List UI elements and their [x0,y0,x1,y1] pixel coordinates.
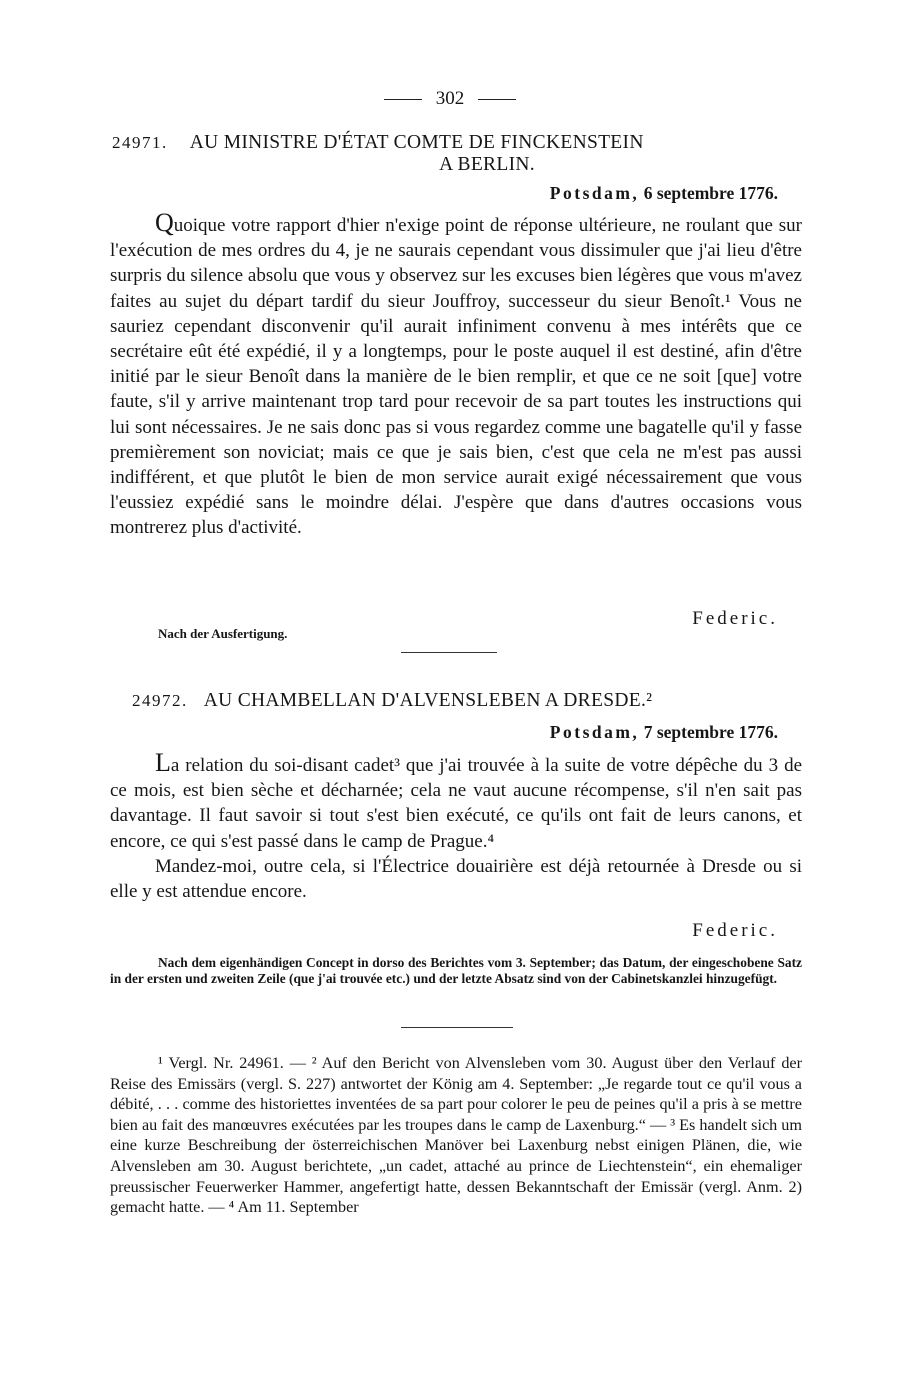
letter2-place: Potsdam, [549,722,640,742]
letter2-signature: Federic. [692,920,778,941]
page-number-dash-right [478,99,516,100]
letter1-heading [112,132,802,176]
letter2-number: 24972. [132,691,188,710]
separator-1 [401,652,497,653]
letter1-body-text: uoique votre rapport d'hier n'exige point de réponse ultérieure, ne roulant que sur l'exécution de mes ordres du 4, je ne saurais cependant vous dissimuler que j'ai lieu d'être surpris du silence absolu que vous y observez sur les excuses bien légères que vous m'avez faites au sujet du départ tardif du sieur Jouffroy, successeur du sieur Benoît.¹ Vous ne sauriez cependant disconvenir qu'il aurait infiniment convenu à mes intérêts que ce secrétaire eût été expédié, il y a longtemps, pour le poste auquel il est destiné, afin d'être initié par le sieur Benoît dans la manière de le bien remplir, et que ce ne soit [que] votre faute, s'il y arrive maintenant trop tard pour recevoir de sa part toutes les instructions qui lui sont nécessaires. Je ne sais donc pas si vous regardez comme une bagatelle qu'il y fasse premièrement son noviciat; mais ce que je sais bien, c'est que cela ne m'est pas aussi indifférent, et que plutôt le bien de mon service aurait exigé nécessairement que vous l'eussiez expédié sans le moindre délai. J'espère que dans d'autres occasions vous montrerez plus d'activité. [110,215,802,539]
letter1-heading-line2: A BERLIN. [439,154,535,175]
letter1-dateline [550,183,778,204]
letter2-body-p2: Mandez-moi, outre cela, si l'Électrice douairière est déjà retournée à Dresde ou si elle y est attendue encore. [110,855,802,903]
letter1-date: 6 septembre 1776. [643,183,778,203]
letter1-signature: Federic. [692,608,778,629]
letter1-drop-letter: Q [155,208,174,237]
page-number-dash-left [384,99,422,100]
letter2-dateline [550,722,778,743]
letter2-heading [132,690,822,712]
letter1-heading-line1: AU MINISTRE D'ÉTAT COMTE DE FINCKENSTEIN [189,132,644,153]
letter1-body [110,210,802,541]
letter1-place: Potsdam, [549,183,640,203]
letter2-drop-letter: L [155,748,171,777]
page-number-row [0,88,900,110]
letter1-source: Nach der Ausfertigung. [158,626,288,641]
letter1-number: 24971. [112,133,168,152]
letter2-date: 7 septembre 1776. [643,722,778,742]
letter2-body [110,750,802,904]
letter2-heading-text: AU CHAMBELLAN D'ALVENSLEBEN A DRESDE.² [203,690,653,711]
page-number: 302 [435,88,465,109]
separator-2 [401,1027,513,1028]
footnotes: ¹ Vergl. Nr. 24961. — ² Auf den Bericht von Alvensleben vom 30. August über den Verlauf der Reise des Emissärs (vergl. S. 227) antwortet der König am 4. September: „Je regarde tout ce qu'il vous a débité, . . . comme des historiettes inventées de sa part pour colorer le peu de peines qu'il a pris à se mettre bien au fait des manœuvres exécutées par les troupes dans le camp de Laxenburg.“ — ³ Es handelt sich um eine kurze Beschreibung der österreichischen Manöver bei Laxenburg nebst einigen Plänen, die, wie Alvensleben am 30. August berichtete, „un cadet, attaché au prince de Liechtenstein“, ein ehemaliger preussischer Feuerwerker Hammer, angefertigt hatte, dessen Bekanntschaft der Emissär (vergl. Anm. 2) gemacht hatte. — ⁴ Am 11. September [110,1054,802,1217]
letter2-source-note: Nach dem eigenhändigen Concept in dorso des Berichtes vom 3. September; das Datum, der eingeschobene Satz in der ersten und zweiten Zeile (que j'ai trouvée etc.) und der letzte Absatz sind von der Cabinetskanzlei hinzugefügt. [110,955,802,986]
letter2-body-p1: a relation du soi-disant cadet³ que j'ai trouvée à la suite de votre dépêche du 3 de ce mois, est bien sèche et décharnée; cela ne vaut aucune récompense, s'il n'en sait pas davantage. Il faut savoir si tout s'est bien exécuté, ce qu'ils ont fait de leurs canons, et encore, ce qui s'est passé dans le camp de Prague.⁴ [110,755,802,852]
